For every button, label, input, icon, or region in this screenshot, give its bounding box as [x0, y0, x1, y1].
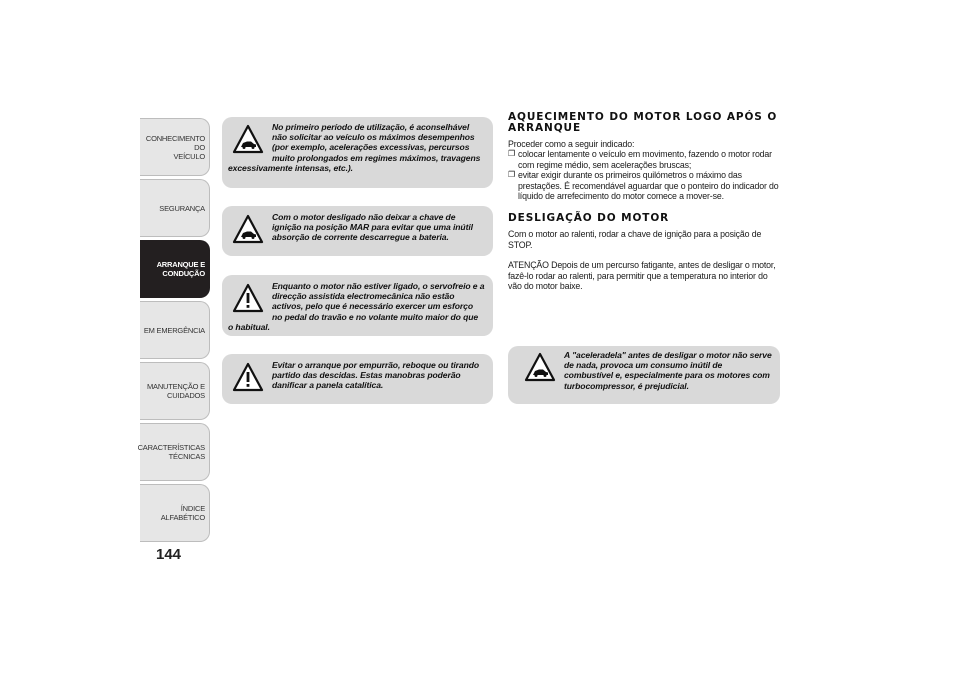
page-number: 144: [156, 546, 182, 563]
section-heading-engine-warmup: AQUECIMENTO DO MOTOR LOGO APÓS O ARRANQUE: [508, 111, 778, 134]
note-text: Com o motor desligado não deixar a chave de ignição na posição MAR para evitar que uma inútil absorção de corrente descarregue a bateria.: [272, 212, 473, 243]
warmup-list: [508, 149, 780, 201]
note-revving: [508, 346, 780, 404]
tab-caracteristicas-tecnicas[interactable]: CARACTERÍSTICAS TÉCNICAS: [140, 423, 210, 481]
car-warning-icon: [524, 352, 556, 382]
list-item: ❐ evitar exigir durante os primeiros quilómetros o máximo das prestações. É recomendável aguardar que o ponteiro do indicador do líquido de arrefecimento do motor comece a mover-se.: [508, 170, 779, 202]
warning-triangle-icon: [232, 283, 264, 313]
car-warning-icon: [232, 214, 264, 244]
tab-manutencao-e-cuidados[interactable]: MANUTENÇÃO E CUIDADOS: [140, 362, 210, 420]
note-text: No primeiro período de utilização, é aconselhável não solicitar ao veículo os máximos desempenhos (por exemplo, acelerações excessivas, percursos muito prolongados em regimes máximos, travagens excessivamente intensas, etc.).: [228, 122, 481, 173]
note-text: A "aceleradela" antes de desligar o motor não serve de nada, provoca um consumo inútil de combustível e, especialmente para os motores com turbocompressor, é prejudicial.: [564, 350, 772, 391]
note-text: Enquanto o motor não estiver ligado, o servofreio e a direcção assistida electromecânica não estão activos, pelo que é necessário exercer um esforço no pedal do travão e no volante muito maior do que o habitual.: [228, 281, 485, 332]
tab-arranque-e-conducao[interactable]: ARRANQUE E CONDUÇÃO: [140, 240, 210, 298]
note-battery: [222, 206, 493, 256]
section-heading-engine-off: DESLIGAÇÃO DO MOTOR: [508, 212, 670, 225]
note-first-use: [222, 117, 493, 188]
bullet-icon: ❐: [508, 170, 516, 180]
attention-paragraph: ATENÇÃO Depois de um percurso fatigante, antes de desligar o motor, fazê-lo rodar ao ralenti, para permitir que a temperatura no interior do vão do motor baixe.: [508, 260, 776, 292]
tab-seguranca[interactable]: SEGURANÇA: [140, 179, 210, 237]
warning-triangle-icon: [232, 362, 264, 392]
bullet-icon: ❐: [508, 149, 516, 159]
engine-off-paragraph: Com o motor ao ralenti, rodar a chave de ignição para a posição de STOP.: [508, 229, 762, 250]
right-column: [508, 112, 780, 291]
note-power-steering: [222, 275, 493, 336]
tab-conhecimento-do-veiculo[interactable]: CONHECIMENTO DO VEÍCULO: [140, 118, 210, 176]
car-warning-icon: [232, 124, 264, 154]
tab-em-emergencia[interactable]: EM EMERGÊNCIA: [140, 301, 210, 359]
note-text: Evitar o arranque por empurrão, reboque ou tirando partido das descidas. Estas manobras poderão danificar a panela catalítica.: [272, 360, 480, 391]
section-intro: Proceder como a seguir indicado:: [508, 139, 635, 149]
list-item: ❐ colocar lentamente o veículo em movimento, fazendo o motor rodar com regime médio, sem acelerações bruscas;: [508, 149, 772, 170]
tab-indice-alfabetico[interactable]: ÍNDICE ALFABÉTICO: [140, 484, 210, 542]
note-push-start: [222, 354, 493, 404]
